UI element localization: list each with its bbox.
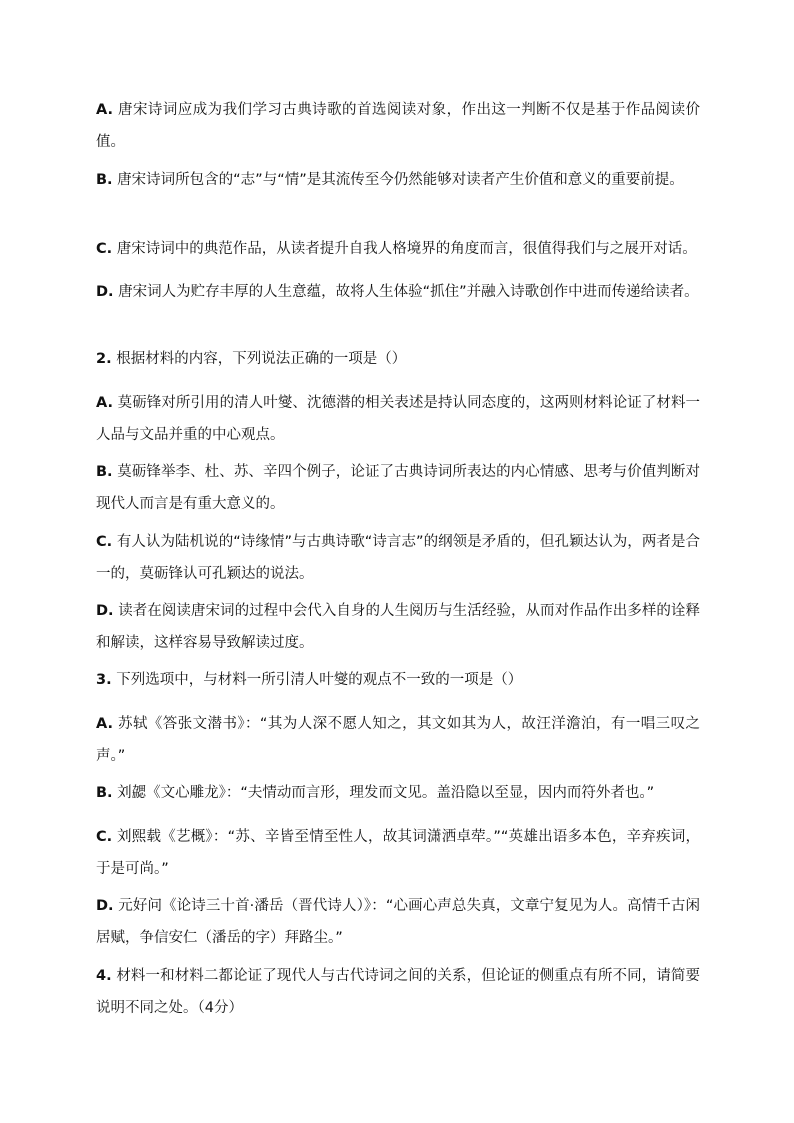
option-label: A.: [96, 395, 113, 411]
question-number: 2.: [96, 351, 112, 367]
option-label: C.: [96, 241, 113, 257]
option-text: 唐宋诗词应成为我们学习古典诗歌的首选阅读对象，作出这一判断不仅是基于作品阅读价值。: [96, 102, 701, 150]
option-label: D.: [96, 284, 114, 300]
question-text: 材料一和材料二都论证了现代人与古代诗词之间的关系，但论证的侧重点有所不同，请简要说明不同之处。（4分）: [96, 968, 701, 1016]
option-label: C.: [96, 829, 113, 845]
q2-stem: [96, 343, 700, 375]
option-text: 刘熙载《艺概》：“苏、辛皆至情至性人，故其词潇洒卓荦。”“英雄出语多本色，辛弃疾词，于是可尚。”: [96, 829, 700, 877]
q3-option-c: [96, 821, 700, 885]
option-label: D.: [96, 603, 114, 619]
question-text: 根据材料的内容，下列说法正确的一项是（）: [116, 351, 407, 367]
option-label: C.: [96, 534, 113, 550]
q1-option-c: [96, 233, 700, 265]
q1-option-b: [96, 164, 700, 196]
q1-option-d: [96, 276, 700, 308]
q2-option-d: [96, 595, 700, 659]
option-label: D.: [96, 898, 114, 914]
question-number: 3.: [96, 672, 112, 688]
q2-option-c: [96, 526, 700, 590]
option-label: A.: [96, 102, 113, 118]
option-text: 有人认为陆机说的“诗缘情”与古典诗歌“诗言志”的纲领是矛盾的，但孔颖达认为，两者是合一的，莫砺锋认可孔颖达的说法。: [96, 534, 701, 582]
option-text: 莫砺锋对所引用的清人叶燮、沈德潜的相关表述是持认同态度的，这两则材料论证了材料一人品与文品并重的中心观点。: [96, 395, 700, 443]
option-label: B.: [96, 464, 113, 480]
option-text: 唐宋词人为贮存丰厚的人生意蕴，故将人生体验“抓住”并融入诗歌创作中进而传递给读者。: [118, 284, 699, 300]
option-label: B.: [96, 785, 113, 801]
q2-option-b: [96, 456, 700, 520]
q1-option-a: [96, 94, 700, 158]
q2-option-a: [96, 387, 700, 451]
option-label: A.: [96, 716, 113, 732]
question-text: 下列选项中，与材料一所引清人叶燮的观点不一致的一项是（）: [116, 672, 523, 688]
question-number: 4.: [96, 968, 112, 984]
q4-stem: [96, 960, 700, 1024]
q3-option-b: [96, 777, 700, 809]
option-text: 唐宋诗词中的典范作品，从读者提升自我人格境界的角度而言，很值得我们与之展开对话。: [116, 241, 697, 257]
option-text: 苏轼《答张文潜书》：“其为人深不愿人知之，其文如其为人，故汪洋澹泊，有一唱三叹之声。”: [96, 716, 700, 764]
q3-option-a: [96, 708, 700, 772]
option-text: 莫砺锋举李、杜、苏、辛四个例子，论证了古典诗词所表达的内心情感、思考与价值判断对现代人而言是有重大意义的。: [96, 464, 701, 512]
option-text: 唐宋诗词所包含的“志”与“情”是其流传至今仍然能够对读者产生价值和意义的重要前提。: [117, 172, 684, 188]
option-text: 读者在阅读唐宋词的过程中会代入自身的人生阅历与生活经验，从而对作品作出多样的诠释和解读，这样容易导致解读过度。: [96, 603, 700, 651]
q3-stem: [96, 664, 700, 696]
option-label: B.: [96, 172, 113, 188]
option-text: 元好问《论诗三十首·潘岳（晋代诗人）》：“心画心声总失真，文章宁复见为人。高情千古闲居赋，争信安仁（潘岳的字）拜路尘。”: [96, 898, 701, 946]
option-text: 刘勰《文心雕龙》：“夫情动而言形，理发而文见。盖沿隐以至显，因内而符外者也。”: [117, 785, 655, 801]
q3-option-d: [96, 890, 700, 954]
